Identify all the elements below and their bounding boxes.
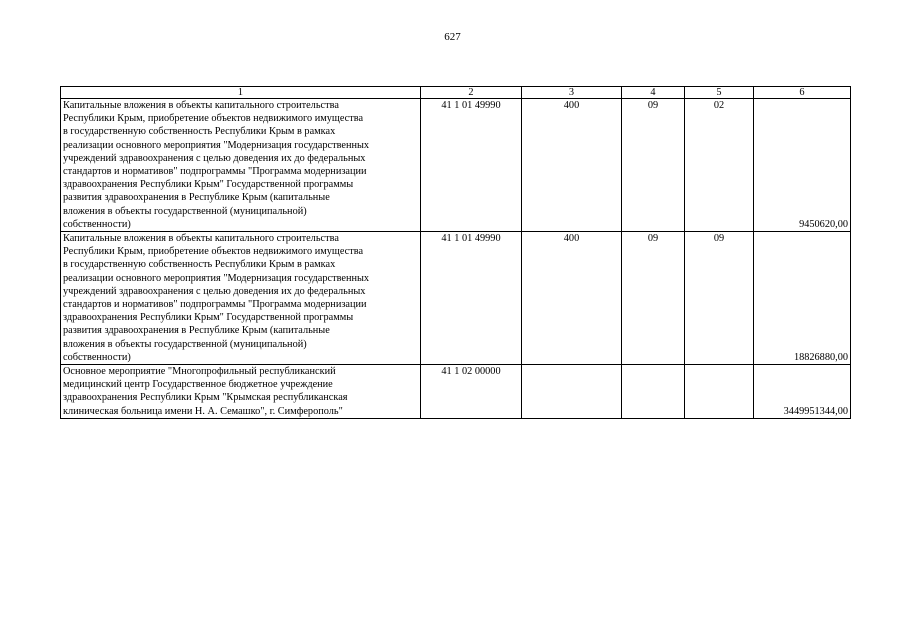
row-subsection bbox=[685, 365, 754, 419]
row-amount: 9450620,00 bbox=[754, 99, 851, 232]
row-amount: 18826880,00 bbox=[754, 232, 851, 365]
row-expense-type: 400 bbox=[522, 232, 622, 365]
row-target-code: 41 1 01 49990 bbox=[421, 99, 522, 232]
row-subsection: 09 bbox=[685, 232, 754, 365]
row-section bbox=[622, 365, 685, 419]
header-col-2: 2 bbox=[421, 87, 522, 99]
header-col-4: 4 bbox=[622, 87, 685, 99]
row-expense-type: 400 bbox=[522, 99, 622, 232]
row-description: Капитальные вложения в объекты капитального строительства Республики Крым, приобретение объектов недвижимого имущества в государственную собственность Республики Крым в рамках реализации основного мероприятия "Модернизация государственных учреждений здравоохранения с целью доведения их до федеральных стандартов и нормативов" подпрограммы "Программа модернизации здравоохранения Республики Крым" Государственной программы развития здравоохранения в Республике Крым (капитальные вложения в объекты государственной (муниципальной) собственности) bbox=[61, 232, 421, 365]
row-expense-type bbox=[522, 365, 622, 419]
table-row bbox=[61, 365, 851, 419]
header-col-6: 6 bbox=[754, 87, 851, 99]
budget-table bbox=[60, 86, 851, 419]
row-description: Капитальные вложения в объекты капитального строительства Республики Крым, приобретение объектов недвижимого имущества в государственную собственность Республики Крым в рамках реализации основного мероприятия "Модернизация государственных учреждений здравоохранения с целью доведения их до федеральных стандартов и нормативов" подпрограммы "Программа модернизации здравоохранения Республики Крым" Государственной программы развития здравоохранения в Республике Крым (капитальные вложения в объекты государственной (муниципальной) собственности) bbox=[61, 99, 421, 232]
header-col-1: 1 bbox=[61, 87, 421, 99]
header-col-3: 3 bbox=[522, 87, 622, 99]
table-row bbox=[61, 99, 851, 232]
row-target-code: 41 1 02 00000 bbox=[421, 365, 522, 419]
header-col-5: 5 bbox=[685, 87, 754, 99]
row-description: Основное мероприятие "Многопрофильный республиканский медицинский центр Государственное бюджетное учреждение здравоохранения Республики Крым "Крымская республиканская клиническая больница имени Н. А. Семашко", г. Симферополь" bbox=[61, 365, 421, 419]
table-row bbox=[61, 232, 851, 365]
row-subsection: 02 bbox=[685, 99, 754, 232]
page-number: 627 bbox=[444, 31, 461, 43]
row-target-code: 41 1 01 49990 bbox=[421, 232, 522, 365]
row-amount: 3449951344,00 bbox=[754, 365, 851, 419]
row-section: 09 bbox=[622, 232, 685, 365]
row-section: 09 bbox=[622, 99, 685, 232]
table-header-row bbox=[61, 87, 851, 99]
